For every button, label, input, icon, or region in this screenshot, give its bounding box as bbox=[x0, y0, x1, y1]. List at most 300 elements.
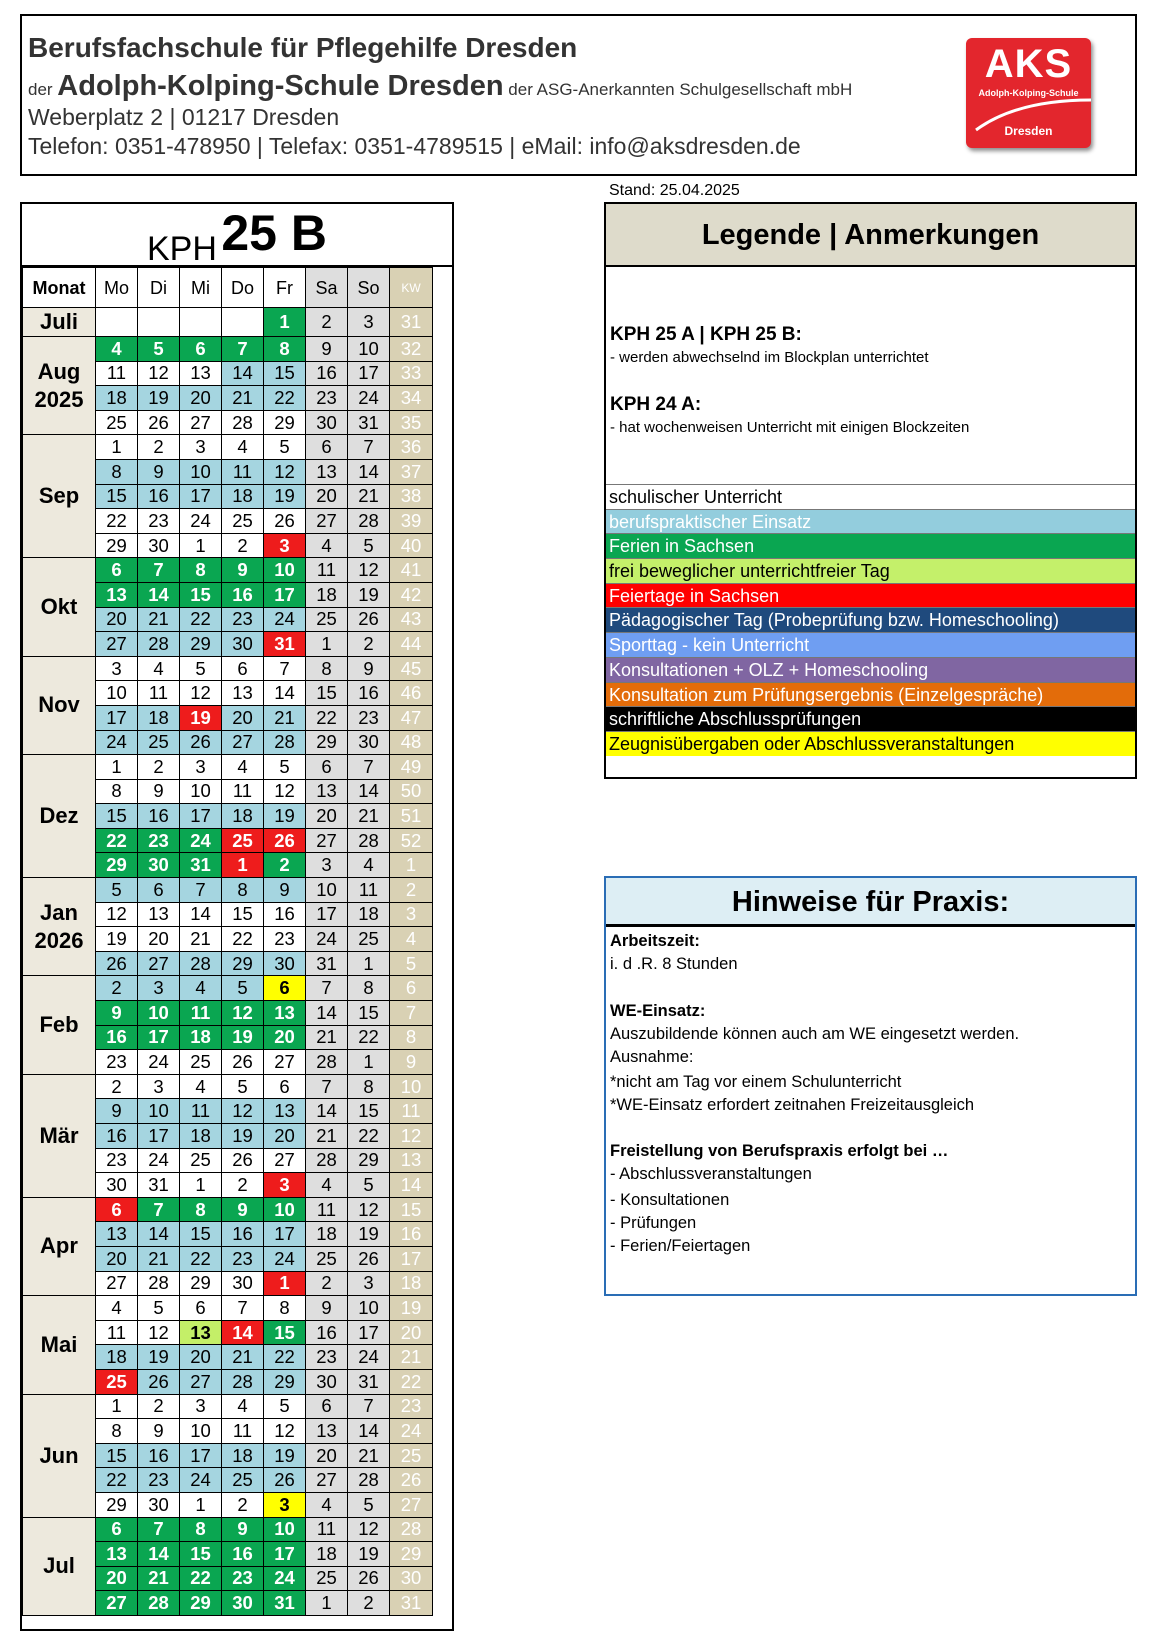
calendar-day: 19 bbox=[138, 1345, 180, 1370]
calendar-day: 3 bbox=[138, 1074, 180, 1099]
calendar-day: 4 bbox=[348, 853, 390, 878]
calendar-day: 21 bbox=[348, 484, 390, 509]
calendar-day: 9 bbox=[306, 1296, 348, 1321]
calendar-panel bbox=[20, 202, 454, 1631]
calendar-day: 11 bbox=[180, 1099, 222, 1124]
calendar-day: 13 bbox=[306, 459, 348, 484]
calendar-day: 15 bbox=[264, 361, 306, 386]
calendar-day: 9 bbox=[264, 878, 306, 903]
calendar-day: 18 bbox=[222, 1443, 264, 1468]
calendar-day: 25 bbox=[306, 1246, 348, 1271]
calendar-day: 31 bbox=[180, 853, 222, 878]
calendar-week-number: 52 bbox=[390, 828, 433, 853]
calendar-day: 15 bbox=[96, 484, 138, 509]
calendar-week-number: 8 bbox=[390, 1025, 433, 1050]
calendar-day: 3 bbox=[306, 853, 348, 878]
calendar-day: 15 bbox=[180, 582, 222, 607]
calendar-day: 2 bbox=[222, 533, 264, 558]
calendar-day: 6 bbox=[306, 1394, 348, 1419]
calendar-day: 8 bbox=[348, 976, 390, 1001]
calendar-week-row bbox=[23, 308, 433, 337]
calendar-week-number: 10 bbox=[390, 1074, 433, 1099]
calendar-day: 22 bbox=[96, 509, 138, 534]
calendar-day: 5 bbox=[222, 1074, 264, 1099]
calendar-day: 24 bbox=[348, 386, 390, 411]
calendar-day: 14 bbox=[348, 779, 390, 804]
calendar-day: 8 bbox=[264, 1296, 306, 1321]
calendar-day: 16 bbox=[306, 1320, 348, 1345]
calendar-body bbox=[23, 308, 433, 1616]
calendar-day: 2 bbox=[306, 308, 348, 337]
calendar-day: 6 bbox=[180, 337, 222, 362]
logo-city: Dresden bbox=[1004, 124, 1053, 138]
calendar-day: 17 bbox=[180, 804, 222, 829]
calendar-day: 19 bbox=[264, 1443, 306, 1468]
calendar-week-row bbox=[23, 1197, 433, 1222]
calendar-week-number: 28 bbox=[390, 1517, 433, 1542]
calendar-week-number: 39 bbox=[390, 509, 433, 534]
calendar-week-number: 32 bbox=[390, 337, 433, 362]
calendar-day: 21 bbox=[180, 927, 222, 952]
calendar-week-number: 15 bbox=[390, 1197, 433, 1222]
calendar-day: 23 bbox=[348, 705, 390, 730]
calendar-day: 22 bbox=[348, 1124, 390, 1149]
hint-text: Ausnahme: bbox=[610, 1048, 694, 1066]
calendar-day: 5 bbox=[264, 755, 306, 780]
calendar-day: 20 bbox=[96, 1246, 138, 1271]
calendar-day: 24 bbox=[180, 1468, 222, 1493]
calendar-day: 9 bbox=[96, 1099, 138, 1124]
header-month: Monat bbox=[23, 268, 96, 308]
header-sa: Sa bbox=[306, 268, 348, 308]
calendar-week-number: 34 bbox=[390, 386, 433, 411]
calendar-day: 16 bbox=[138, 804, 180, 829]
calendar-day: 18 bbox=[96, 1345, 138, 1370]
calendar-day: 22 bbox=[180, 1246, 222, 1271]
calendar-day: 30 bbox=[96, 1173, 138, 1198]
calendar-day: 26 bbox=[138, 1369, 180, 1394]
calendar-day: 26 bbox=[348, 1246, 390, 1271]
calendar-day: 23 bbox=[306, 1345, 348, 1370]
calendar-day: 26 bbox=[138, 410, 180, 435]
calendar-day: 11 bbox=[222, 459, 264, 484]
calendar-day: 9 bbox=[222, 1197, 264, 1222]
calendar-day: 19 bbox=[138, 386, 180, 411]
calendar-day: 16 bbox=[96, 1025, 138, 1050]
calendar-day: 19 bbox=[222, 1025, 264, 1050]
calendar-day: 22 bbox=[264, 1345, 306, 1370]
calendar-day: 14 bbox=[138, 1542, 180, 1567]
calendar-day: 12 bbox=[180, 681, 222, 706]
calendar-day: 24 bbox=[96, 730, 138, 755]
calendar-day: 27 bbox=[96, 632, 138, 657]
calendar-day: 1 bbox=[306, 632, 348, 657]
calendar-day: 20 bbox=[96, 1566, 138, 1591]
subtitle-suffix: der ASG-Anerkannten Schulgesellschaft mbH bbox=[503, 80, 853, 99]
calendar-day: 7 bbox=[306, 976, 348, 1001]
legend-item: Sporttag - kein Unterricht bbox=[606, 632, 1135, 657]
calendar-day: 10 bbox=[96, 681, 138, 706]
calendar-day: 5 bbox=[96, 878, 138, 903]
calendar-day: 3 bbox=[180, 435, 222, 460]
calendar-day: 5 bbox=[222, 976, 264, 1001]
calendar-header-row bbox=[23, 268, 433, 308]
calendar-day: 28 bbox=[138, 1591, 180, 1616]
stand-date: Stand: 25.04.2025 bbox=[609, 182, 740, 199]
calendar-day: 27 bbox=[306, 828, 348, 853]
calendar-day: 23 bbox=[96, 1148, 138, 1173]
calendar-day: 5 bbox=[138, 1296, 180, 1321]
calendar-day: 4 bbox=[306, 1492, 348, 1517]
calendar-day: 27 bbox=[180, 1369, 222, 1394]
calendar-title-class: 25 B bbox=[221, 205, 327, 261]
calendar-day: 3 bbox=[138, 976, 180, 1001]
calendar-day: 26 bbox=[348, 1566, 390, 1591]
calendar-day: 3 bbox=[180, 1394, 222, 1419]
calendar-day: 17 bbox=[138, 1124, 180, 1149]
calendar-day: 22 bbox=[180, 1566, 222, 1591]
calendar-day: 9 bbox=[348, 656, 390, 681]
calendar-day: 26 bbox=[222, 1148, 264, 1173]
calendar-week-number: 18 bbox=[390, 1271, 433, 1296]
calendar-day: 21 bbox=[264, 705, 306, 730]
calendar-week-row bbox=[23, 435, 433, 460]
calendar-day: 16 bbox=[96, 1124, 138, 1149]
hints-panel bbox=[604, 876, 1137, 1296]
calendar-day: 4 bbox=[96, 1296, 138, 1321]
calendar-title bbox=[22, 204, 452, 267]
calendar-day: 23 bbox=[96, 1050, 138, 1075]
calendar-day: 30 bbox=[222, 1591, 264, 1616]
month-label: Jul bbox=[23, 1517, 96, 1615]
school-name: Berufsfachschule für Pflegehilfe Dresden bbox=[28, 32, 578, 63]
hint-heading: Arbeitszeit: bbox=[610, 932, 700, 950]
calendar-day: 18 bbox=[138, 705, 180, 730]
calendar-day: 27 bbox=[264, 1148, 306, 1173]
calendar-day: 8 bbox=[180, 558, 222, 583]
calendar-day: 23 bbox=[222, 607, 264, 632]
calendar-day: 27 bbox=[306, 1468, 348, 1493]
calendar-week-row bbox=[23, 656, 433, 681]
calendar-day: 24 bbox=[306, 927, 348, 952]
calendar-week-row bbox=[23, 1296, 433, 1321]
calendar-day: 24 bbox=[348, 1345, 390, 1370]
calendar-day: 15 bbox=[306, 681, 348, 706]
calendar-day: 19 bbox=[264, 484, 306, 509]
calendar-day: 1 bbox=[96, 435, 138, 460]
calendar-week-row bbox=[23, 755, 433, 780]
calendar-day: 28 bbox=[222, 1369, 264, 1394]
calendar-day: 4 bbox=[138, 656, 180, 681]
calendar-day: 18 bbox=[180, 1025, 222, 1050]
calendar-day: 9 bbox=[222, 1517, 264, 1542]
logo-subtext: Adolph-Kolping-Schule bbox=[978, 88, 1079, 98]
calendar-day: 10 bbox=[180, 459, 222, 484]
calendar-day: 30 bbox=[306, 1369, 348, 1394]
header-mo: Mo bbox=[96, 268, 138, 308]
calendar-day: 28 bbox=[348, 828, 390, 853]
calendar-week-number: 5 bbox=[390, 951, 433, 976]
calendar-week-number: 49 bbox=[390, 755, 433, 780]
calendar-week-number: 45 bbox=[390, 656, 433, 681]
month-label: Mär bbox=[23, 1074, 96, 1197]
calendar-day: 12 bbox=[222, 1001, 264, 1026]
calendar-day: 16 bbox=[138, 484, 180, 509]
calendar-day: 18 bbox=[180, 1124, 222, 1149]
calendar-day: 17 bbox=[180, 484, 222, 509]
calendar-day: 29 bbox=[180, 1271, 222, 1296]
calendar-day: 21 bbox=[222, 386, 264, 411]
calendar-day: 10 bbox=[306, 878, 348, 903]
calendar-day: 30 bbox=[222, 632, 264, 657]
calendar-day: 31 bbox=[264, 632, 306, 657]
calendar-day: 28 bbox=[138, 1271, 180, 1296]
calendar-day: 1 bbox=[180, 533, 222, 558]
calendar-day: 24 bbox=[264, 1246, 306, 1271]
calendar-day: 7 bbox=[348, 435, 390, 460]
calendar-day: 24 bbox=[180, 509, 222, 534]
aks-logo bbox=[966, 38, 1091, 148]
calendar-day: 8 bbox=[96, 459, 138, 484]
calendar-day: 25 bbox=[306, 607, 348, 632]
calendar-day: 2 bbox=[138, 435, 180, 460]
month-label: Mai bbox=[23, 1296, 96, 1394]
calendar-day: 6 bbox=[96, 1197, 138, 1222]
calendar-week-row bbox=[23, 1394, 433, 1419]
calendar-day: 12 bbox=[138, 1320, 180, 1345]
calendar-week-number: 19 bbox=[390, 1296, 433, 1321]
calendar-day: 7 bbox=[180, 878, 222, 903]
calendar-day: 11 bbox=[348, 878, 390, 903]
calendar-day: 1 bbox=[348, 1050, 390, 1075]
calendar-day: 10 bbox=[348, 337, 390, 362]
calendar-day: 7 bbox=[138, 1517, 180, 1542]
calendar-day: 26 bbox=[264, 509, 306, 534]
calendar-week-number: 26 bbox=[390, 1468, 433, 1493]
calendar-day: 16 bbox=[138, 1443, 180, 1468]
calendar-day: 4 bbox=[306, 533, 348, 558]
school-address: Weberplatz 2 | 01217 Dresden bbox=[28, 104, 340, 130]
calendar-week-number: 14 bbox=[390, 1173, 433, 1198]
calendar-day: 31 bbox=[348, 410, 390, 435]
calendar-day: 7 bbox=[348, 755, 390, 780]
calendar-day: 25 bbox=[96, 1369, 138, 1394]
calendar-week-row bbox=[23, 558, 433, 583]
calendar-day: 2 bbox=[96, 976, 138, 1001]
calendar-day: 27 bbox=[264, 1050, 306, 1075]
calendar-day: 3 bbox=[180, 755, 222, 780]
legend-item: schriftliche Abschlussprüfungen bbox=[606, 706, 1135, 731]
calendar-day: 3 bbox=[348, 308, 390, 337]
calendar-day: 7 bbox=[306, 1074, 348, 1099]
calendar-day: 2 bbox=[222, 1173, 264, 1198]
calendar-day: 20 bbox=[96, 607, 138, 632]
calendar-day: 5 bbox=[348, 1492, 390, 1517]
calendar-day: 21 bbox=[306, 1025, 348, 1050]
calendar-week-number: 40 bbox=[390, 533, 433, 558]
header-do: Do bbox=[222, 268, 264, 308]
legend-item: Konsultation zum Prüfungsergebnis (Einzelgespräche) bbox=[606, 682, 1135, 707]
calendar-day: 13 bbox=[96, 582, 138, 607]
calendar-day: 6 bbox=[306, 435, 348, 460]
calendar-day: 3 bbox=[96, 656, 138, 681]
calendar-day: 2 bbox=[138, 755, 180, 780]
calendar-day: 26 bbox=[264, 1468, 306, 1493]
calendar-week-number: 12 bbox=[390, 1124, 433, 1149]
calendar-day bbox=[96, 308, 138, 337]
calendar-day: 31 bbox=[306, 951, 348, 976]
calendar-day: 30 bbox=[264, 951, 306, 976]
calendar-week-number: 35 bbox=[390, 410, 433, 435]
calendar-week-number: 42 bbox=[390, 582, 433, 607]
kph24-title: KPH 24 A: bbox=[610, 394, 702, 415]
calendar-week-number: 21 bbox=[390, 1345, 433, 1370]
hint-text: *WE-Einsatz erfordert zeitnahen Freizeitausgleich bbox=[610, 1096, 975, 1114]
calendar-day: 1 bbox=[306, 1591, 348, 1616]
calendar-day: 29 bbox=[264, 410, 306, 435]
calendar-day: 10 bbox=[138, 1001, 180, 1026]
subtitle-prefix: der bbox=[28, 80, 58, 99]
calendar-day: 14 bbox=[222, 361, 264, 386]
calendar-day: 28 bbox=[306, 1148, 348, 1173]
calendar-day: 25 bbox=[138, 730, 180, 755]
calendar-day: 30 bbox=[348, 730, 390, 755]
calendar-day: 8 bbox=[306, 656, 348, 681]
calendar-day: 9 bbox=[138, 459, 180, 484]
calendar-day: 28 bbox=[348, 1468, 390, 1493]
calendar-day: 14 bbox=[306, 1099, 348, 1124]
calendar-week-number: 51 bbox=[390, 804, 433, 829]
calendar-day: 14 bbox=[348, 459, 390, 484]
calendar-day: 13 bbox=[264, 1099, 306, 1124]
calendar-day: 21 bbox=[222, 1345, 264, 1370]
calendar-day: 17 bbox=[96, 705, 138, 730]
calendar-day: 11 bbox=[222, 779, 264, 804]
calendar-day bbox=[180, 308, 222, 337]
calendar-day: 26 bbox=[96, 951, 138, 976]
calendar-day: 5 bbox=[138, 337, 180, 362]
calendar-day: 10 bbox=[138, 1099, 180, 1124]
calendar-day: 4 bbox=[96, 337, 138, 362]
calendar-day: 4 bbox=[180, 976, 222, 1001]
calendar-day: 17 bbox=[348, 361, 390, 386]
calendar-day: 8 bbox=[264, 337, 306, 362]
calendar-day: 19 bbox=[96, 927, 138, 952]
calendar-day: 22 bbox=[264, 386, 306, 411]
calendar-week-number: 13 bbox=[390, 1148, 433, 1173]
calendar-day: 17 bbox=[180, 1443, 222, 1468]
calendar-day: 12 bbox=[96, 902, 138, 927]
calendar-day: 11 bbox=[306, 1197, 348, 1222]
calendar-day: 13 bbox=[180, 1320, 222, 1345]
legend-panel bbox=[604, 202, 1137, 779]
calendar-day: 18 bbox=[222, 804, 264, 829]
calendar-day: 1 bbox=[222, 853, 264, 878]
calendar-day: 14 bbox=[138, 582, 180, 607]
calendar-day: 17 bbox=[138, 1025, 180, 1050]
hint-heading: Freistellung von Berufspraxis erfolgt bei … bbox=[610, 1142, 949, 1160]
calendar-day: 3 bbox=[264, 533, 306, 558]
calendar-week-number: 11 bbox=[390, 1099, 433, 1124]
calendar-day: 25 bbox=[306, 1566, 348, 1591]
header-di: Di bbox=[138, 268, 180, 308]
calendar-week-number: 43 bbox=[390, 607, 433, 632]
calendar-week-number: 16 bbox=[390, 1222, 433, 1247]
calendar-day: 2 bbox=[222, 1492, 264, 1517]
school-subtitle bbox=[28, 70, 852, 103]
calendar-week-number: 6 bbox=[390, 976, 433, 1001]
calendar-day: 3 bbox=[348, 1271, 390, 1296]
calendar-day: 11 bbox=[96, 361, 138, 386]
calendar-week-number: 29 bbox=[390, 1542, 433, 1567]
calendar-day: 22 bbox=[96, 828, 138, 853]
calendar-day: 23 bbox=[222, 1566, 264, 1591]
legend-item: Feiertage in Sachsen bbox=[606, 583, 1135, 608]
calendar-day: 1 bbox=[180, 1173, 222, 1198]
legend-item: frei beweglicher unterrichtfreier Tag bbox=[606, 558, 1135, 583]
calendar-day: 16 bbox=[222, 582, 264, 607]
calendar-day: 28 bbox=[264, 730, 306, 755]
calendar-day: 14 bbox=[222, 1320, 264, 1345]
calendar-day: 26 bbox=[222, 1050, 264, 1075]
calendar-week-number: 36 bbox=[390, 435, 433, 460]
calendar-day: 16 bbox=[306, 361, 348, 386]
calendar-day: 21 bbox=[348, 804, 390, 829]
calendar-day: 20 bbox=[306, 804, 348, 829]
calendar-week-number: 17 bbox=[390, 1246, 433, 1271]
calendar-week-number: 41 bbox=[390, 558, 433, 583]
calendar-week-number: 22 bbox=[390, 1369, 433, 1394]
calendar-day: 23 bbox=[138, 1468, 180, 1493]
calendar-day: 2 bbox=[138, 1394, 180, 1419]
calendar-day: 27 bbox=[96, 1591, 138, 1616]
calendar-day: 8 bbox=[96, 1419, 138, 1444]
calendar-day: 2 bbox=[348, 1591, 390, 1616]
calendar-day: 27 bbox=[96, 1271, 138, 1296]
calendar-day: 5 bbox=[348, 1173, 390, 1198]
calendar-day: 10 bbox=[180, 1419, 222, 1444]
kph25-title: KPH 25 A | KPH 25 B: bbox=[610, 324, 802, 345]
calendar-day: 13 bbox=[96, 1222, 138, 1247]
calendar-day: 21 bbox=[138, 1246, 180, 1271]
calendar-week-number: 24 bbox=[390, 1419, 433, 1444]
calendar-week-number: 44 bbox=[390, 632, 433, 657]
calendar-day: 29 bbox=[264, 1369, 306, 1394]
calendar-day: 18 bbox=[96, 386, 138, 411]
calendar-day: 2 bbox=[348, 632, 390, 657]
header-kw: KW bbox=[390, 268, 433, 308]
calendar-day: 20 bbox=[222, 705, 264, 730]
hint-text: i. d .R. 8 Stunden bbox=[610, 955, 738, 973]
hint-heading: WE-Einsatz: bbox=[610, 1002, 706, 1020]
calendar-day: 21 bbox=[138, 1566, 180, 1591]
calendar-day: 30 bbox=[138, 1492, 180, 1517]
calendar-day: 24 bbox=[180, 828, 222, 853]
calendar-day: 11 bbox=[138, 681, 180, 706]
calendar-day: 2 bbox=[306, 1271, 348, 1296]
calendar-week-number: 38 bbox=[390, 484, 433, 509]
school-main-name: Adolph-Kolping-Schule Dresden bbox=[57, 70, 504, 102]
calendar-day: 25 bbox=[180, 1148, 222, 1173]
calendar-week-number: 23 bbox=[390, 1394, 433, 1419]
calendar-week-number: 50 bbox=[390, 779, 433, 804]
legend-item: Pädagogischer Tag (Probeprüfung bzw. Homeschooling) bbox=[606, 607, 1135, 632]
month-label: Feb bbox=[23, 976, 96, 1074]
calendar-week-number: 37 bbox=[390, 459, 433, 484]
calendar-day: 6 bbox=[96, 558, 138, 583]
calendar-day: 6 bbox=[222, 656, 264, 681]
calendar-day: 25 bbox=[96, 410, 138, 435]
